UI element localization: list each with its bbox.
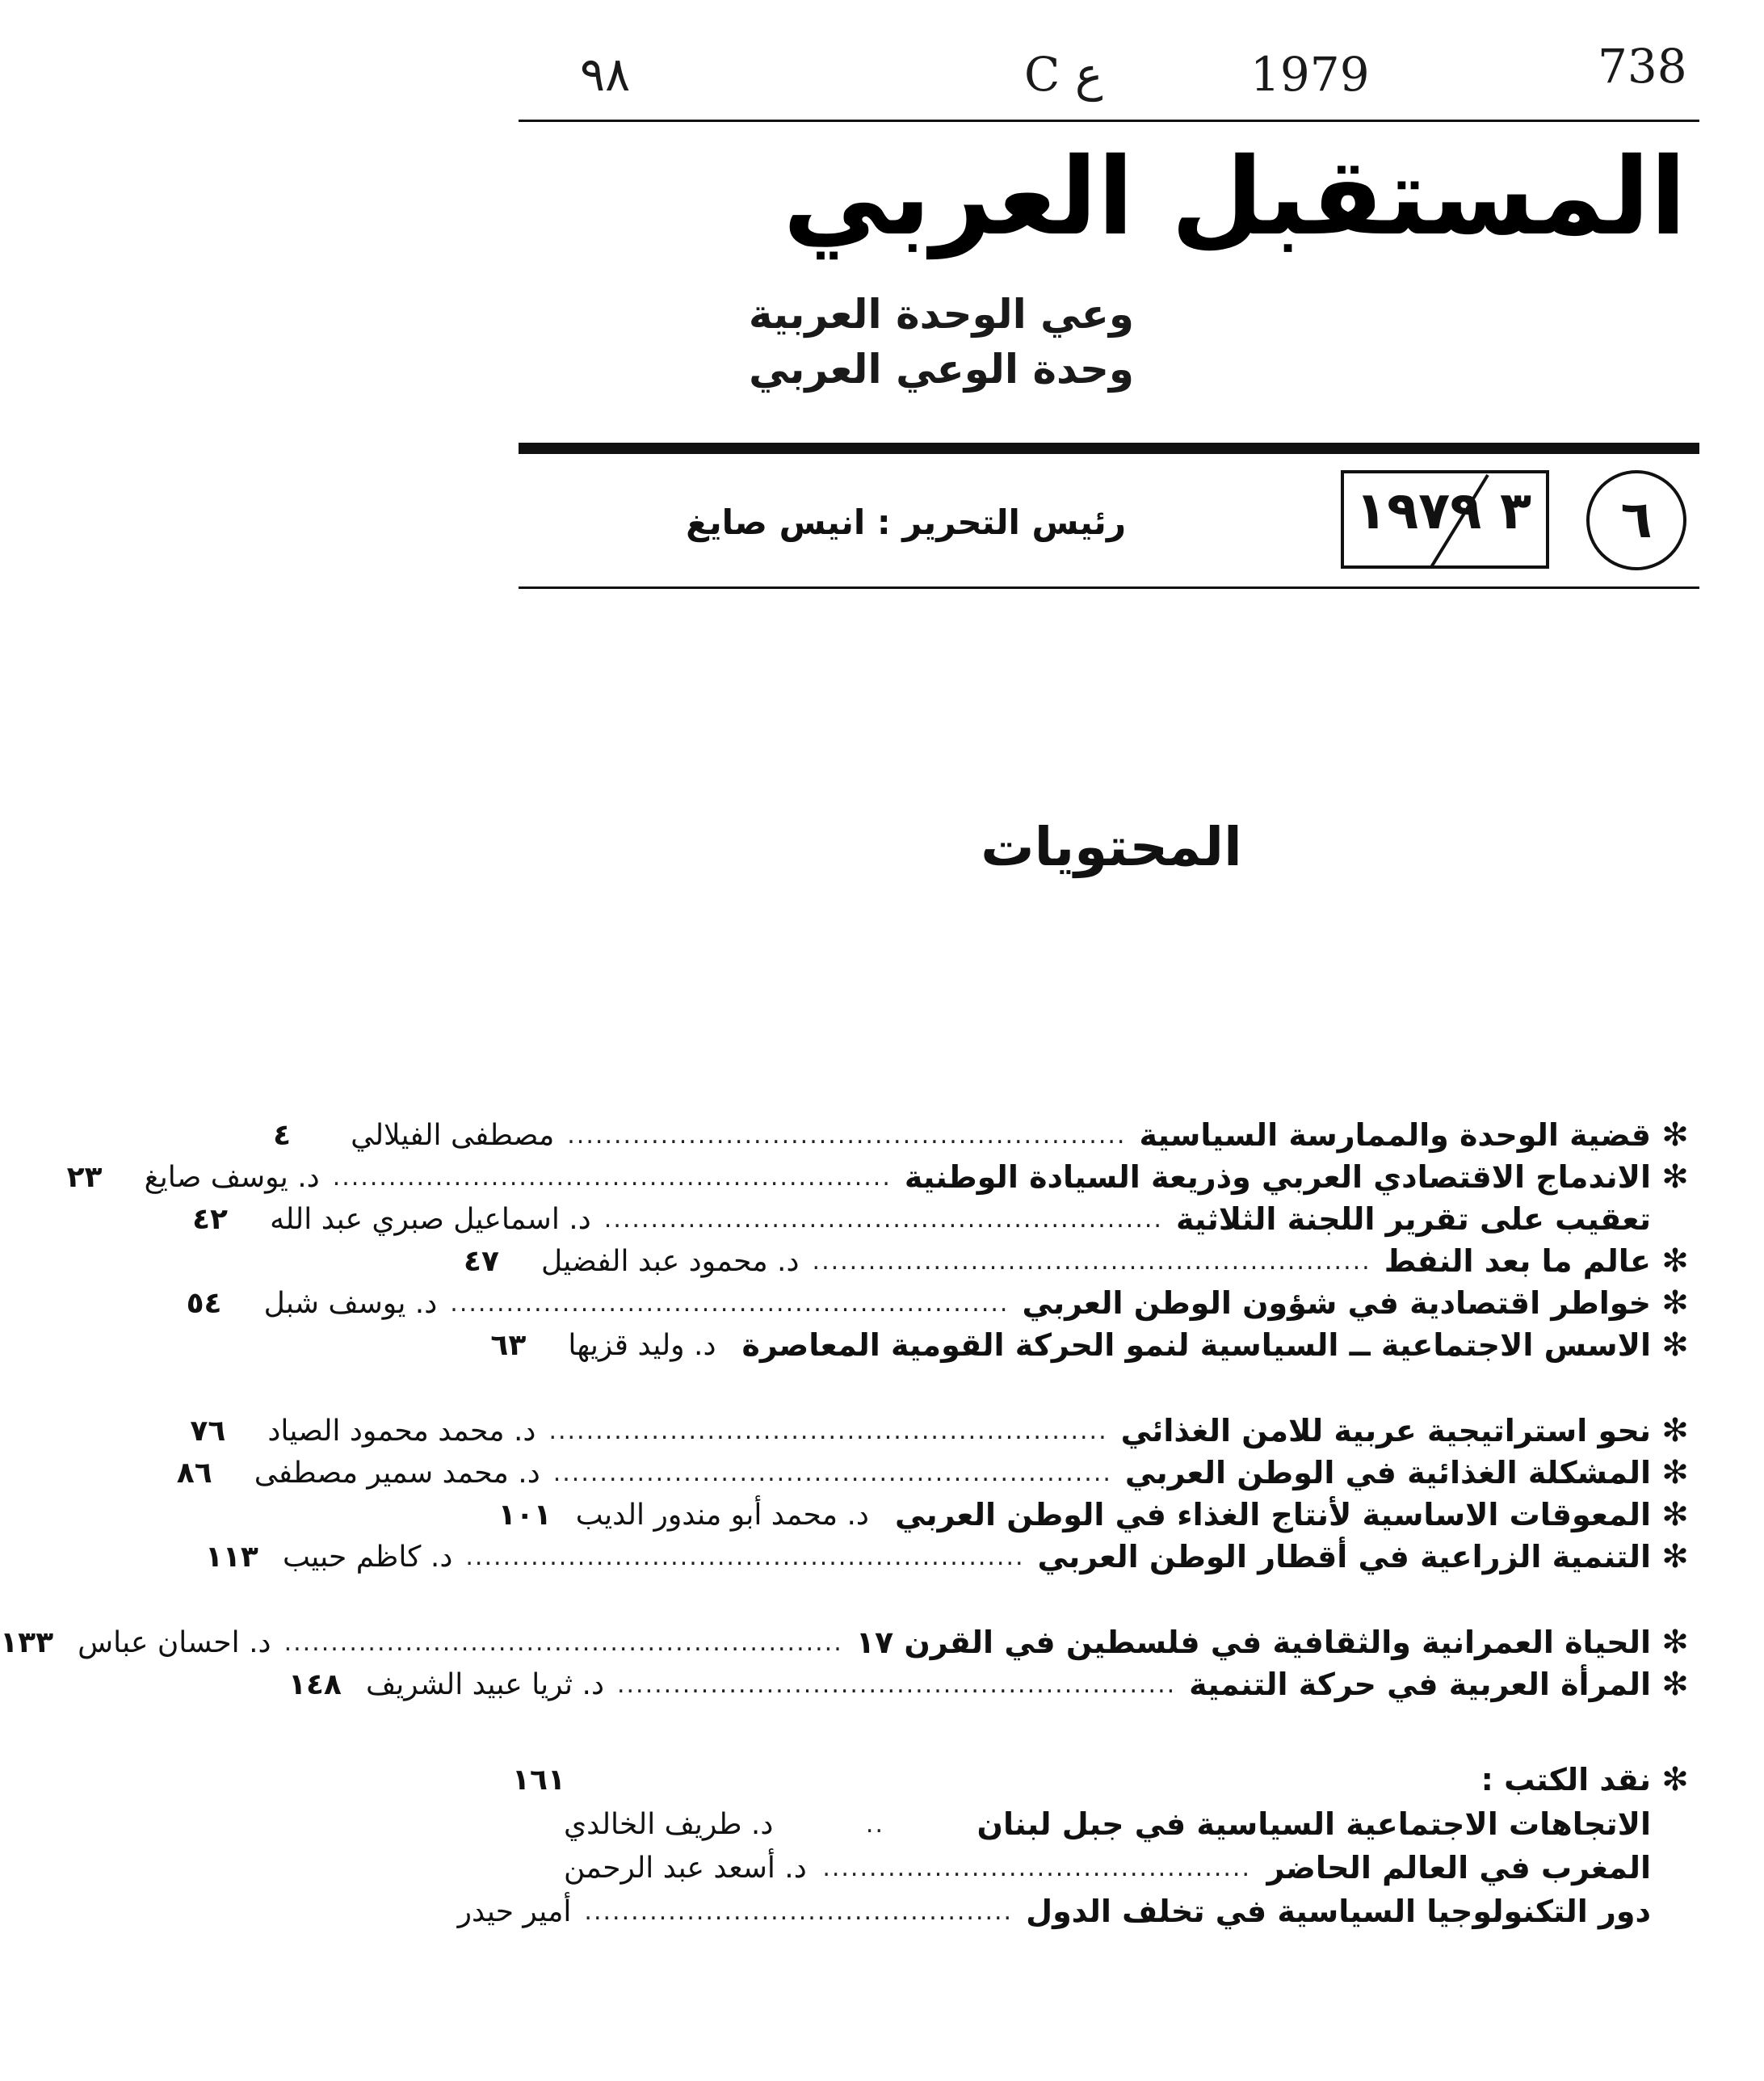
toc-entry xyxy=(190,1410,1699,1451)
journal-logo: المستقبل العربي xyxy=(783,135,1686,259)
toc-page: ٤٢ xyxy=(192,1202,229,1236)
toc-title: عالم ما بعد النفط xyxy=(1384,1243,1651,1279)
toc-author: د. محمد سمير مصطفى xyxy=(254,1456,540,1490)
slogan-line-2: وحدة الوعي العربي xyxy=(749,346,1134,393)
review-author: د. طريف الخالدي xyxy=(564,1807,774,1841)
header-bottom-rule xyxy=(519,586,1699,589)
star-bullet-icon: ✻ xyxy=(1661,1242,1689,1280)
review-title: الاتجاهات الاجتماعية السياسية في جبل لبنان xyxy=(976,1806,1651,1842)
toc-entry xyxy=(66,1157,1699,1197)
leader-dots: ............................................................ xyxy=(548,1416,1108,1445)
toc-entry xyxy=(490,1325,1699,1365)
star-bullet-icon: ✻ xyxy=(1661,1116,1689,1154)
toc-author: مصطفى الفيلالي xyxy=(351,1118,555,1152)
annotation-center-year: 1979 xyxy=(1250,47,1370,102)
toc-page: ١٠١ xyxy=(498,1498,552,1532)
toc-title: المشكلة الغذائية في الوطن العربي xyxy=(1124,1455,1651,1490)
leader-dots: ............................................................ xyxy=(567,1120,1127,1150)
toc-title: الاسس الاجتماعية ــ السياسية لنمو الحركة القومية المعاصرة xyxy=(741,1327,1651,1363)
leader-dots: ............................................................ xyxy=(465,1542,1025,1571)
review-title: المغرب في العالم الحاضر xyxy=(1266,1850,1651,1886)
star-bullet-icon: ✻ xyxy=(1661,1454,1689,1491)
annotation-right-number: 738 xyxy=(1598,39,1687,94)
toc-entry xyxy=(273,1115,1699,1155)
top-rule xyxy=(519,120,1699,122)
toc-title: قضية الوحدة والممارسة السياسية xyxy=(1139,1117,1651,1153)
toc-page: ٤٧ xyxy=(463,1244,499,1278)
toc-page: ١٤٨ xyxy=(288,1667,342,1701)
toc-title: خواطر اقتصادية في شؤون الوطن العربي xyxy=(1022,1285,1651,1321)
toc-title: الحياة العمرانية والثقافية في فلسطين في القرن ١٧ xyxy=(855,1625,1651,1660)
book-review-item xyxy=(564,1803,1651,1845)
toc-entry xyxy=(176,1452,1699,1493)
star-bullet-icon: ✻ xyxy=(1661,1284,1689,1322)
toc-page: ٤ xyxy=(273,1118,292,1152)
leader-dots: .. xyxy=(865,1810,884,1839)
toc-title: نحو استراتيجية عربية للامن الغذائي xyxy=(1120,1413,1651,1448)
annotation-left: ٩٨ xyxy=(580,47,631,102)
toc-entry xyxy=(463,1241,1699,1281)
toc-author: د. اسماعيل صبري عبد الله xyxy=(270,1202,591,1236)
annotation-center-letters: ع C xyxy=(1024,47,1103,102)
toc-entry xyxy=(288,1664,1699,1705)
leader-dots: ............................................................ xyxy=(552,1458,1112,1487)
toc-page: ١٣٣ xyxy=(0,1625,54,1659)
review-author: أمير حيدر xyxy=(457,1894,572,1928)
toc-title: الاندماج الاقتصادي العربي وذريعة السيادة الوطنية xyxy=(904,1159,1651,1195)
toc-entry xyxy=(0,1622,1699,1663)
toc-entry xyxy=(186,1283,1699,1323)
toc-page: ٨٦ xyxy=(176,1456,212,1490)
issue-number: ٦ xyxy=(1620,490,1653,550)
toc-title: تعقيب على تقرير اللجنة الثلاثية xyxy=(1175,1201,1651,1237)
issue-number-badge xyxy=(1586,470,1686,570)
toc-page: ١١٣ xyxy=(204,1540,258,1574)
toc-page: ٥٤ xyxy=(186,1286,222,1320)
thick-rule xyxy=(519,443,1699,454)
leader-dots: ............................................................ xyxy=(616,1670,1177,1699)
toc-title: التنمية الزراعية في أقطار الوطن العربي xyxy=(1037,1539,1651,1574)
book-reviews-label: نقد الكتب : xyxy=(1480,1762,1651,1797)
star-bullet-icon: ✻ xyxy=(1661,1158,1689,1196)
review-author: د. أسعد عبد الرحمن xyxy=(564,1851,807,1885)
leader-dots: ............................................................ xyxy=(812,1246,1371,1276)
star-bullet-icon: ✻ xyxy=(1661,1666,1689,1703)
toc-author: د. احسان عباس xyxy=(78,1625,271,1659)
issue-date-box xyxy=(1341,470,1549,569)
toc-author: د. محمد محمود الصياد xyxy=(267,1414,536,1448)
toc-entry xyxy=(498,1495,1699,1535)
star-bullet-icon: ✻ xyxy=(1661,1326,1689,1364)
slogan-line-1: وعي الوحدة العربية xyxy=(748,291,1134,338)
toc-page: ٧٦ xyxy=(190,1414,226,1448)
toc-title: المرأة العربية في حركة التنمية xyxy=(1189,1667,1651,1702)
toc-title: المعوقات الاساسية لأنتاج الغذاء في الوطن العربي xyxy=(894,1497,1651,1532)
leader-dots: ............................................................ xyxy=(603,1204,1163,1234)
leader-dots: ............................................................ xyxy=(450,1289,1010,1318)
toc-author: د. وليد قزيها xyxy=(568,1328,716,1362)
star-bullet-icon: ✻ xyxy=(1661,1496,1689,1533)
issue-year: ١٩٧٩ xyxy=(1355,481,1482,541)
editor-in-chief: رئيس التحرير : انيس صايغ xyxy=(686,502,1126,542)
toc-author: د. يوسف شبل xyxy=(263,1286,438,1320)
leader-dots: .............................................. xyxy=(584,1897,1014,1926)
toc-entry xyxy=(192,1199,1699,1239)
toc-author: د. كاظم حبيب xyxy=(282,1540,453,1574)
book-reviews-heading xyxy=(512,1759,1699,1800)
star-bullet-icon: ✻ xyxy=(1661,1538,1689,1575)
toc-page: ٢٣ xyxy=(66,1160,103,1194)
book-reviews-page: ١٦١ xyxy=(512,1763,565,1797)
leader-dots: ............................................................ xyxy=(284,1628,843,1657)
toc-author: د. محمد أبو مندور الديب xyxy=(575,1498,869,1532)
toc-author: د. يوسف صايغ xyxy=(144,1160,320,1194)
issue-month: ٣ xyxy=(1499,481,1531,541)
star-bullet-icon: ✻ xyxy=(1661,1412,1689,1449)
leader-dots: ............................................................ xyxy=(332,1162,892,1192)
star-bullet-icon: ✻ xyxy=(1661,1761,1689,1798)
leader-dots: .............................................. xyxy=(822,1853,1251,1882)
contents-heading: المحتويات xyxy=(981,816,1242,878)
book-review-item xyxy=(564,1847,1651,1889)
toc-author: د. محمود عبد الفضيل xyxy=(540,1244,800,1278)
toc-entry xyxy=(204,1537,1699,1577)
book-review-item xyxy=(457,1890,1651,1932)
toc-page: ٦٣ xyxy=(490,1328,527,1362)
star-bullet-icon: ✻ xyxy=(1661,1624,1689,1661)
review-title: دور التكنولوجيا السياسية في تخلف الدول xyxy=(1026,1894,1651,1929)
toc-author: د. ثريا عبيد الشريف xyxy=(365,1667,604,1701)
